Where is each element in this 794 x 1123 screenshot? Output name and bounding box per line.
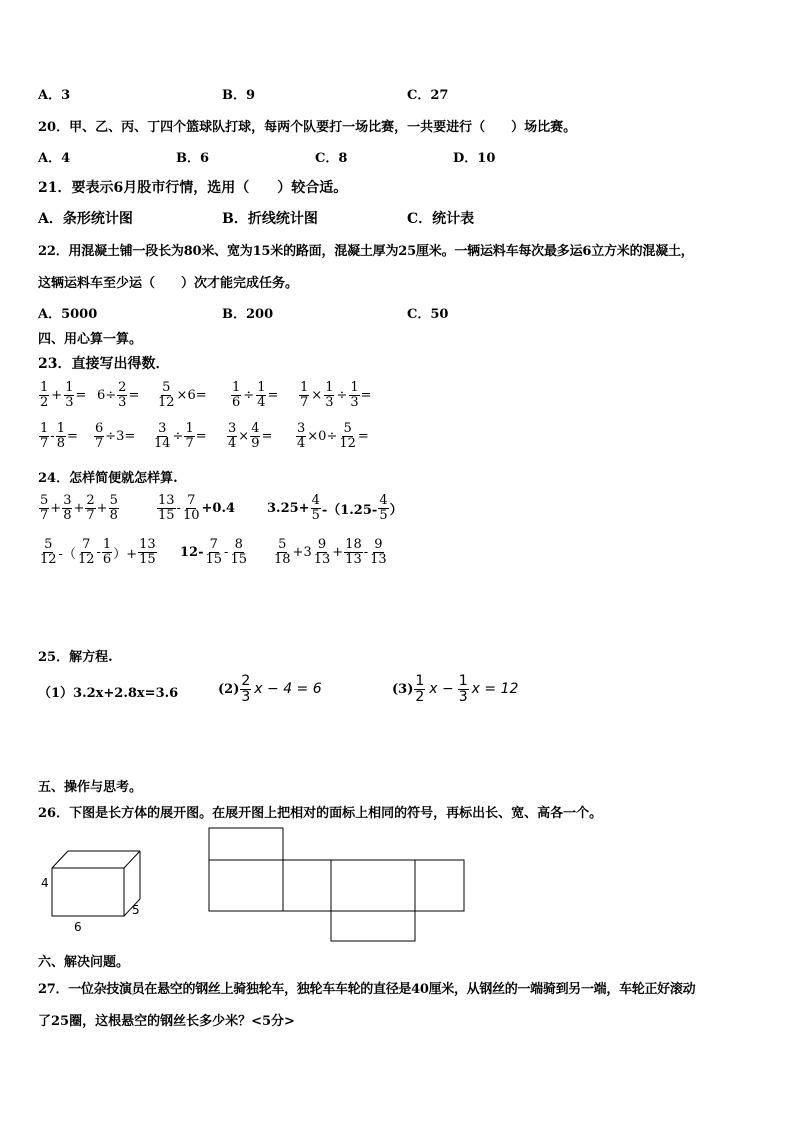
- operator: -: [176, 500, 181, 516]
- num: 1: [102, 537, 112, 552]
- den: 3: [350, 394, 359, 410]
- q25-title: 25．解方程.: [38, 650, 113, 665]
- num: 4: [251, 421, 260, 436]
- q25-equation-2: [218, 674, 322, 704]
- equals: =: [66, 428, 78, 444]
- q20-option-c: C．8: [315, 151, 348, 166]
- equals: =: [267, 387, 279, 403]
- q23-r1-e5: [298, 381, 372, 409]
- q27-line2: 了25圈，这根悬空的钢丝长多少米？<5分>: [38, 1014, 295, 1029]
- den: 4: [228, 435, 237, 451]
- num: 7: [187, 493, 196, 508]
- num: 4: [379, 493, 388, 508]
- label: (3): [392, 681, 414, 697]
- operator: +: [51, 387, 63, 403]
- q20-option-a: A．4: [38, 151, 71, 166]
- operator: +: [50, 500, 62, 516]
- den: 6: [102, 551, 112, 567]
- den: 3: [458, 688, 468, 705]
- num: 13: [139, 537, 156, 552]
- q23-r2-e2: [93, 422, 135, 450]
- num: 1: [458, 673, 468, 689]
- num: 9: [317, 537, 327, 552]
- den: 3: [325, 394, 334, 410]
- den: 7: [185, 435, 194, 451]
- den: 15: [158, 507, 175, 523]
- den: 5: [379, 507, 388, 523]
- den: 4: [257, 394, 266, 410]
- num: 1: [232, 380, 241, 395]
- operator: -（1.25-: [321, 502, 378, 518]
- operator: ÷: [172, 428, 184, 444]
- operator: -: [224, 544, 229, 560]
- q22-stem-line2: 这辆运料车至少运（ ）次才能完成任务。: [38, 276, 299, 291]
- q21-option-a: A．条形统计图: [38, 211, 133, 227]
- num: 9: [374, 537, 383, 552]
- q22-option-a: A．5000: [38, 307, 98, 322]
- prefix: 6÷: [97, 387, 117, 403]
- num: 1: [40, 421, 49, 436]
- num: 2: [86, 493, 95, 508]
- den: 3: [118, 394, 127, 410]
- q23-r1-e1: [38, 381, 86, 409]
- den: 2: [40, 394, 49, 410]
- den: 8: [109, 507, 118, 523]
- den: 15: [205, 551, 223, 567]
- equals: =: [360, 387, 372, 403]
- q23-r1-e4: [230, 381, 278, 409]
- q27-line1: 27．一位杂技演员在悬空的钢丝上骑独轮车，独轮车车轮的直径是40厘米，从钢丝的一端骑到另一端，车轮正好滚动: [38, 982, 696, 997]
- net-face-top: [209, 828, 283, 860]
- equals: =: [75, 387, 87, 403]
- num: 18: [345, 537, 362, 552]
- den: 13: [345, 551, 362, 567]
- q23-r1-e2: [97, 381, 139, 409]
- prefix: 3.25+: [267, 500, 310, 516]
- q24-title: 24．怎样简便就怎样算.: [38, 471, 178, 486]
- num: 5: [44, 537, 53, 552]
- den: 3: [65, 394, 74, 410]
- q22-option-c: C．50: [407, 307, 449, 322]
- den: 3: [241, 688, 251, 705]
- den: 6: [232, 394, 241, 410]
- net-face-2: [283, 860, 331, 911]
- den: 8: [56, 435, 65, 451]
- q23-r2-e4: [226, 422, 272, 450]
- den: 7: [40, 507, 49, 523]
- paren: ）: [389, 502, 403, 518]
- operator: +: [96, 500, 108, 516]
- operator: +3: [292, 544, 312, 560]
- q25-equation-1: （1）3.2x+2.8x=3.6: [38, 686, 179, 701]
- equals: =: [128, 387, 140, 403]
- q24-expr-6: [272, 538, 389, 566]
- den: 12: [77, 551, 95, 567]
- mid: x −: [429, 681, 454, 698]
- num: 1: [325, 380, 334, 395]
- q24-expr-5: [180, 538, 249, 566]
- num: 3: [63, 493, 72, 508]
- operator: +: [73, 500, 85, 516]
- den: 15: [139, 551, 156, 567]
- operator: ×: [311, 387, 323, 403]
- cuboid-length-label: 6: [74, 920, 82, 934]
- net-face-bottom: [331, 911, 415, 941]
- den: 9: [251, 435, 260, 451]
- cuboid-height-label: 4: [41, 876, 49, 890]
- den: 7: [86, 507, 95, 523]
- num: 3: [158, 421, 167, 436]
- num: 1: [56, 421, 65, 436]
- num: 5: [109, 493, 118, 508]
- operator: -: [96, 544, 101, 560]
- num: 5: [278, 537, 287, 552]
- num: 7: [82, 537, 91, 552]
- q24-expr-3: [267, 494, 403, 522]
- den: 10: [182, 507, 200, 523]
- den: 2: [415, 688, 425, 705]
- prefix: 12-: [180, 544, 204, 560]
- q23-r2-e3: [152, 422, 207, 450]
- q21-option-b: B．折线统计图: [222, 211, 318, 227]
- cuboid-net-figure: [205, 824, 470, 944]
- operator: ÷: [243, 387, 255, 403]
- equals: =: [195, 428, 207, 444]
- den: 8: [63, 507, 72, 523]
- q23-r1-e3: [156, 381, 207, 409]
- operator: ×: [238, 428, 250, 444]
- net-face-4: [415, 860, 464, 911]
- num: 1: [65, 380, 74, 395]
- operator: +0.4: [201, 500, 236, 516]
- net-face-1: [209, 860, 283, 911]
- section-6-heading: 六、解决问题。: [38, 955, 130, 970]
- den: 7: [300, 394, 309, 410]
- q22-option-b: B．200: [222, 307, 274, 322]
- q22-stem-line1: 22．用混凝土铺一段长为80米、宽为15米的路面，混凝土厚为25厘米。一辆运料车每次最多运6立方米的混凝土，: [38, 244, 694, 259]
- den: 15: [230, 551, 247, 567]
- den: 4: [297, 435, 306, 451]
- q26-stem: 26．下图是长方体的展开图。在展开图上把相对的面标上相同的符号，再标出长、宽、高各一个。: [38, 806, 603, 821]
- operator: ÷3=: [105, 428, 136, 444]
- num: 6: [95, 421, 104, 436]
- den: 18: [274, 551, 291, 567]
- rest: x = 12: [471, 681, 519, 698]
- den: 12: [40, 551, 57, 567]
- q20-option-b: B．6: [176, 151, 210, 166]
- num: 2: [118, 380, 127, 395]
- num: 1: [40, 380, 49, 395]
- net-face-3: [331, 860, 415, 911]
- num: 2: [241, 673, 251, 689]
- num: 7: [209, 537, 218, 552]
- den: 7: [40, 435, 49, 451]
- operator: ）+: [113, 546, 138, 562]
- den: 5: [311, 507, 320, 523]
- operator: -（: [58, 546, 76, 562]
- den: 14: [154, 435, 171, 451]
- operator: -: [363, 544, 369, 560]
- num: 1: [257, 380, 266, 395]
- label: (2): [218, 681, 240, 697]
- num: 3: [228, 421, 237, 436]
- den: 7: [95, 435, 104, 451]
- den: 13: [370, 551, 387, 567]
- operator: ×6=: [176, 387, 207, 403]
- q23-r2-e5: [295, 422, 369, 450]
- den: 12: [158, 394, 175, 410]
- q19-option-c: C．27: [407, 88, 449, 103]
- q24-expr-1: [38, 494, 120, 522]
- section-4-heading: 四、用心算一算。: [38, 332, 143, 347]
- q20-option-d: D．10: [453, 151, 496, 166]
- equals: =: [357, 428, 369, 444]
- equals: =: [261, 428, 273, 444]
- cuboid-figure: [36, 842, 156, 942]
- q23-title: 23．直接写出得数．: [38, 356, 170, 372]
- rest: x − 4 = 6: [254, 681, 322, 698]
- q19-option-a: A．3: [38, 88, 71, 103]
- q19-option-b: B．9: [222, 88, 256, 103]
- cuboid-width-label: 5: [132, 903, 140, 917]
- operator: -: [50, 428, 55, 444]
- q25-equation-3: [392, 674, 518, 704]
- num: 1: [300, 380, 309, 395]
- operator: +: [332, 544, 344, 560]
- num: 8: [234, 537, 243, 552]
- den: 12: [339, 435, 356, 451]
- q24-expr-4: [38, 538, 158, 566]
- q23-r2-e1: [38, 422, 78, 450]
- num: 13: [158, 493, 175, 508]
- num: 3: [297, 421, 306, 436]
- num: 1: [185, 421, 194, 436]
- q21-stem: 21．要表示6月股市行情，选用（ ）较合适。: [38, 180, 348, 196]
- num: 5: [343, 421, 352, 436]
- num: 5: [40, 493, 49, 508]
- q20-stem: 20．甲、乙、丙、丁四个篮球队打球，每两个队要打一场比赛，一共要进行（ ）场比赛。: [38, 120, 577, 135]
- operator: ÷: [336, 387, 348, 403]
- section-5-heading: 五、操作与思考。: [38, 780, 143, 795]
- num: 5: [162, 380, 171, 395]
- q21-option-c: C．统计表: [407, 211, 475, 227]
- den: 13: [313, 551, 331, 567]
- q24-expr-2: [156, 494, 235, 522]
- operator: ×0÷: [307, 428, 338, 444]
- num: 4: [311, 493, 320, 508]
- num: 1: [350, 380, 359, 395]
- num: 1: [415, 673, 425, 689]
